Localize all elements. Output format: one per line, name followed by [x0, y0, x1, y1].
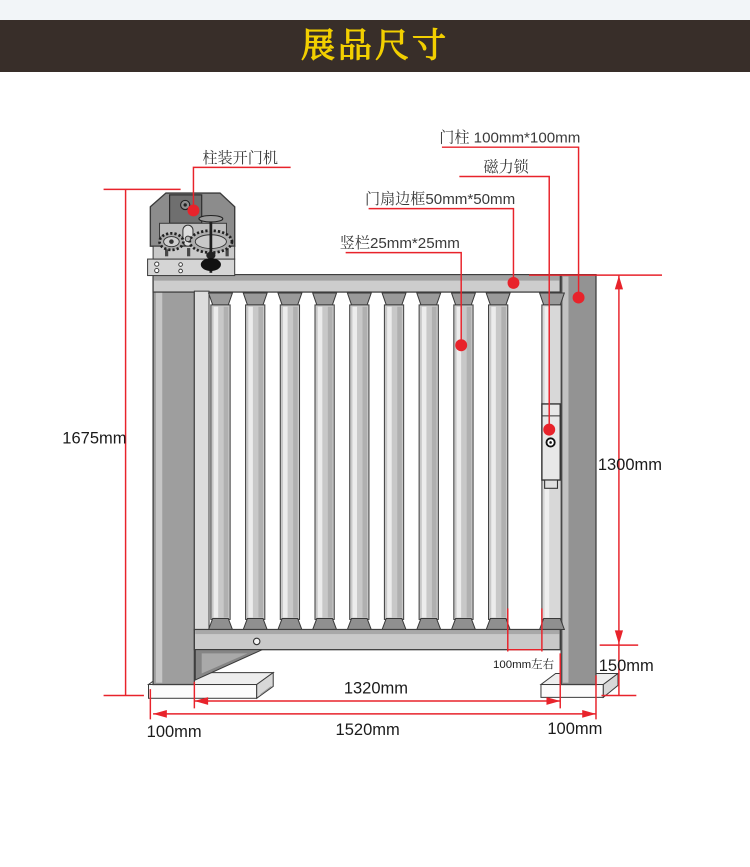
dim-ground-clearance: 150mm [598, 656, 654, 675]
leaf-bottom-rail [194, 630, 560, 650]
label-gate-post: 门柱 100mm*100mm [439, 129, 581, 147]
vertical-bar [278, 293, 302, 630]
callout-dot-bar [455, 339, 467, 351]
vertical-bar [347, 293, 371, 630]
label-opener: 柱装开门机 [202, 149, 278, 167]
right-gate-post [561, 275, 596, 685]
section-title: 展品尺寸 [301, 27, 449, 65]
vertical-bar [417, 293, 441, 630]
dim-inner-width: 1320mm [343, 679, 409, 698]
left-gate-post [153, 277, 194, 684]
leaf-top-rail [153, 275, 560, 292]
leaf-left-stile [194, 291, 209, 630]
section-title-bar [0, 20, 750, 72]
dim-total-height: 1675mm [62, 429, 127, 448]
vertical-bar [209, 293, 233, 630]
vertical-bar [486, 293, 510, 630]
dim-leaf-height: 1300mm [597, 455, 663, 474]
dim-bar-spacing: 100mm左右 [492, 659, 555, 672]
magnetic-lock [542, 404, 560, 488]
gate-dimension-diagram [0, 72, 750, 867]
label-vertical-bar: 竖栏25mm*25mm [339, 235, 460, 253]
page-top-strip [0, 0, 750, 20]
label-leaf-frame: 门扇边框50mm*50mm [364, 191, 516, 209]
gate-leaf [153, 275, 564, 680]
dim-overall-width: 1520mm [335, 720, 400, 739]
callout-dot-frame [508, 277, 520, 289]
label-magnetic-lock: 磁力锁 [483, 158, 529, 176]
callout-dot-lock [543, 424, 555, 436]
callout-dot-post [573, 292, 585, 304]
callout-dot-opener [187, 205, 199, 217]
vertical-bar [382, 293, 406, 630]
dim-left-post-width: 100mm [146, 722, 202, 741]
vertical-bar [313, 293, 337, 630]
dim-right-post-width: 100mm [547, 720, 603, 739]
vertical-bar [243, 293, 267, 630]
rail-bolt-hole [254, 638, 260, 644]
